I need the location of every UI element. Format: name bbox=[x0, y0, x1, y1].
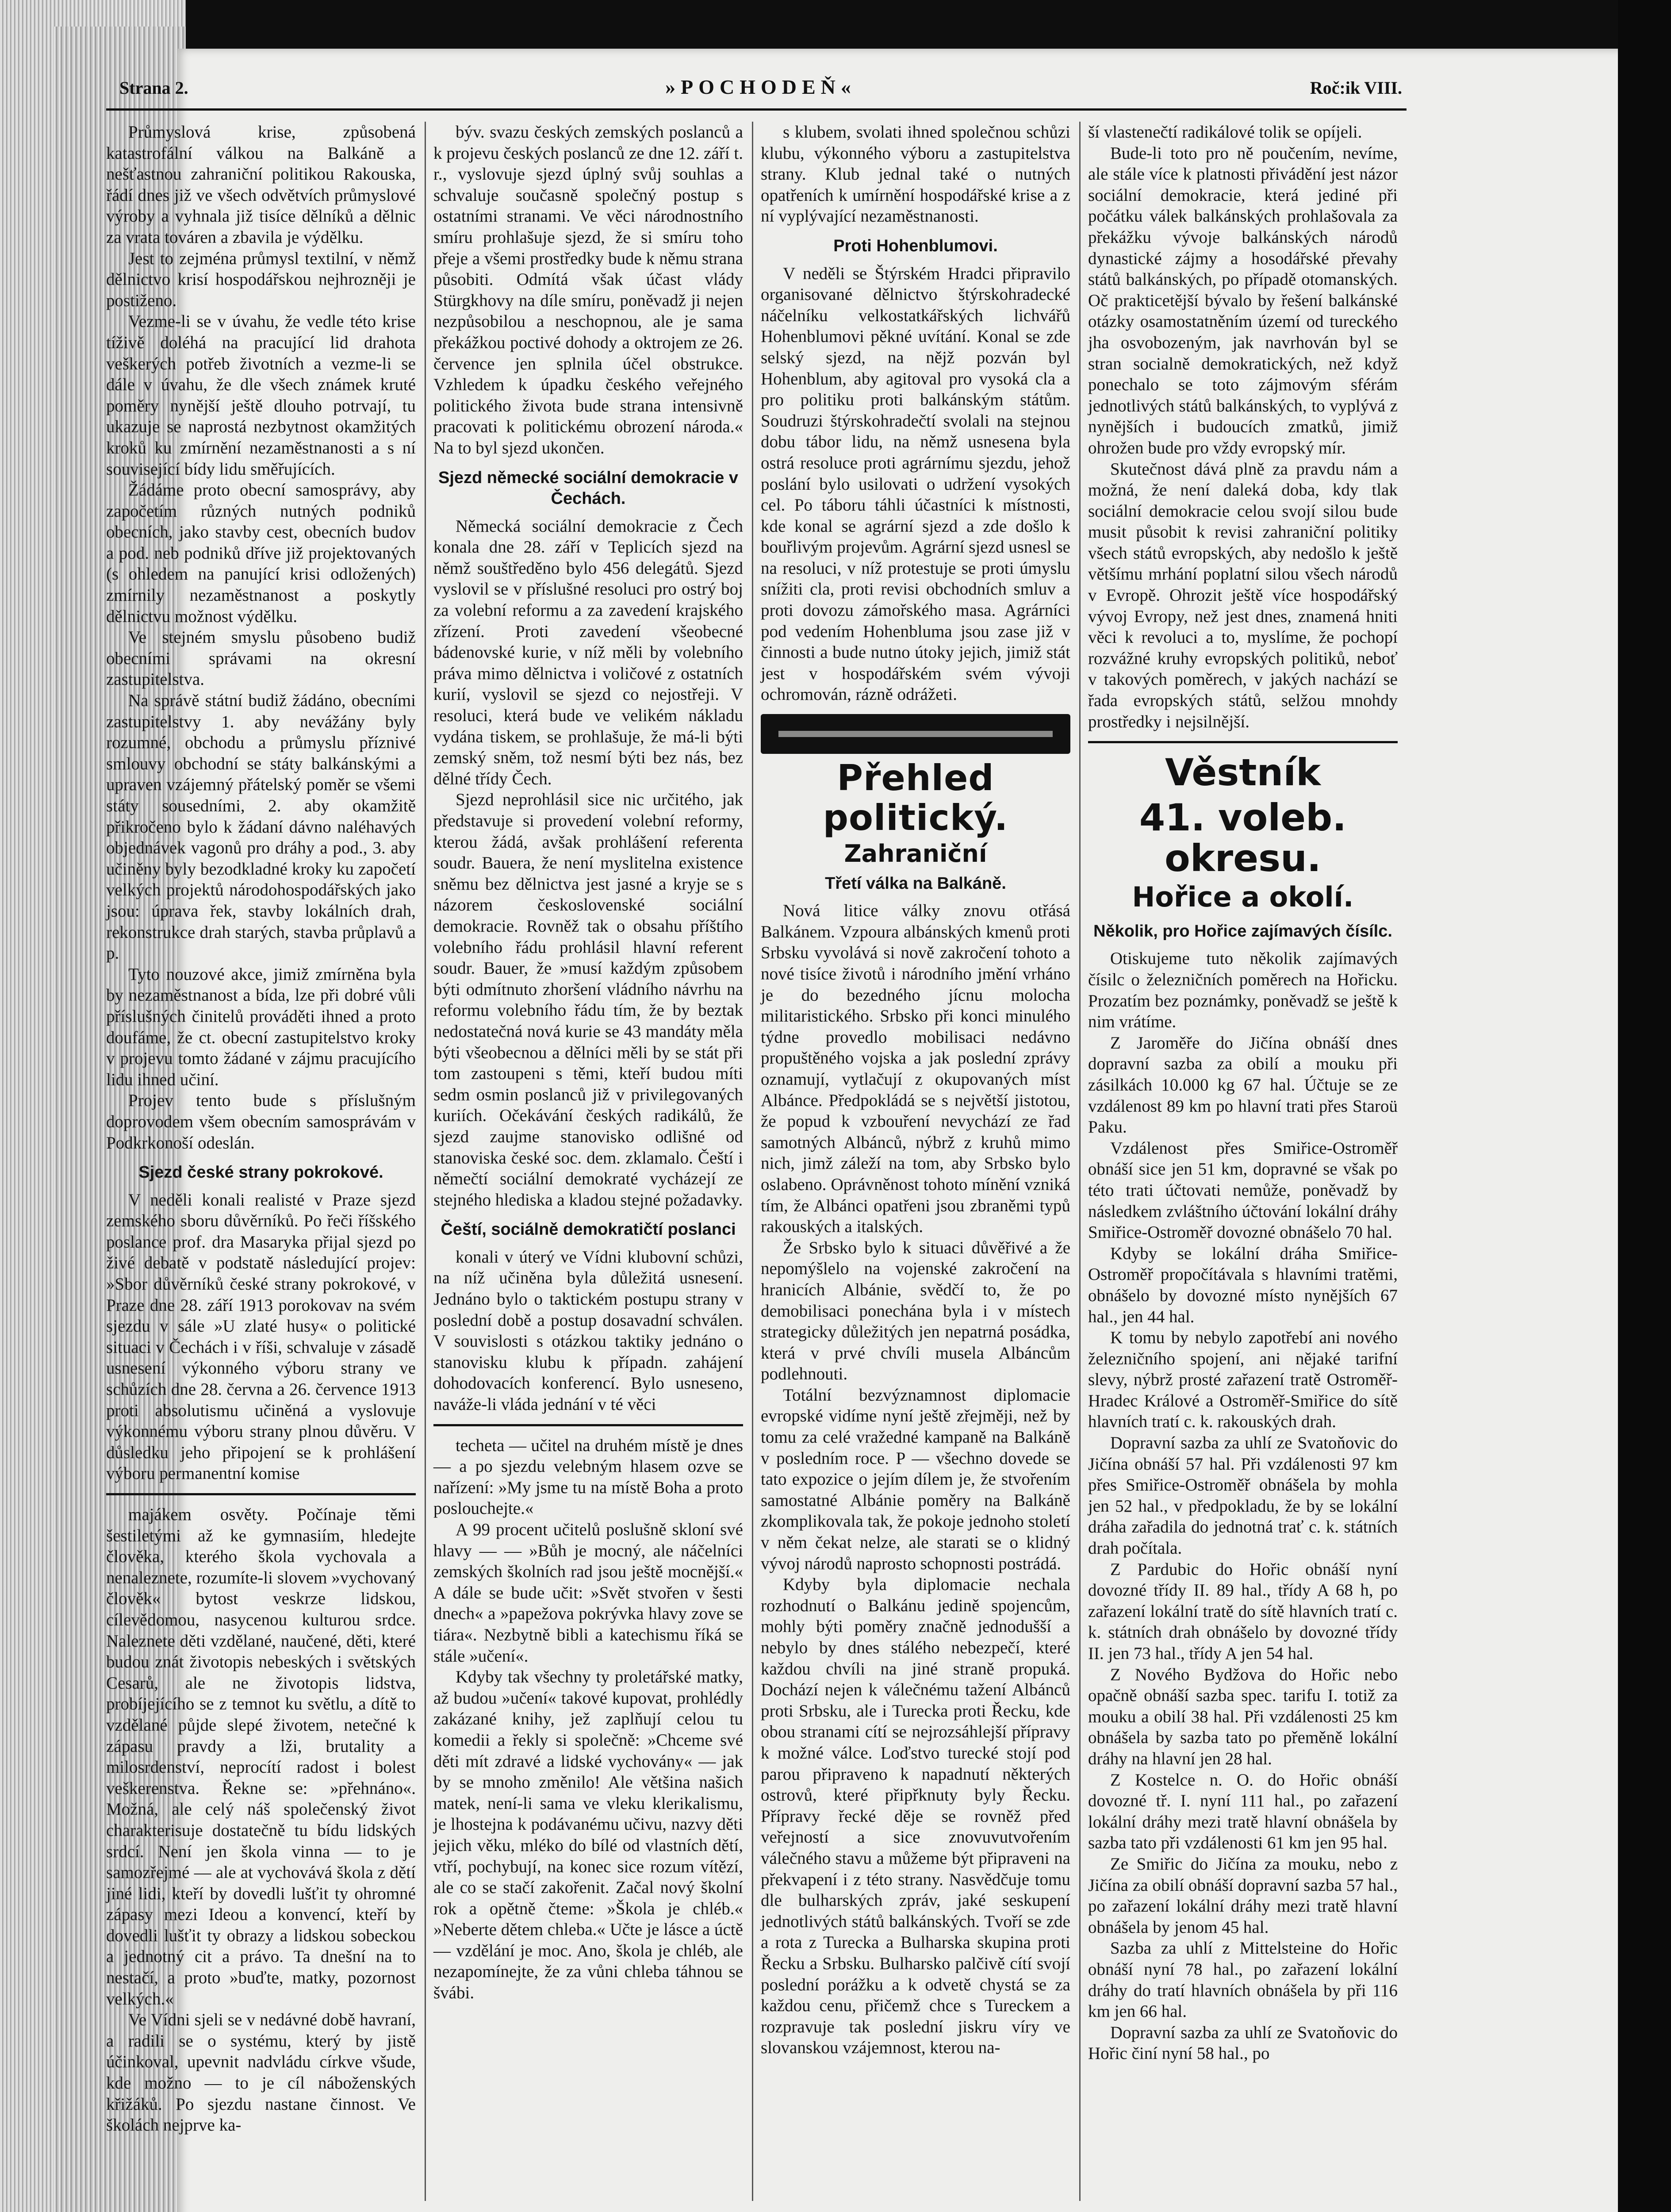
page-header bbox=[119, 69, 1402, 108]
article-paragraph: Že Srbsko bylo k situaci důvěřivé a že nepomýšlelo na vojenské zakročení na hranicích Albánie, svědčí to, že po demobilisaci ponechána byla i v místech strategicky důležitých jen nepatrná posádka, která v prvé chvíli musela Albáncům podlehnouti. bbox=[761, 1238, 1070, 1384]
column-3 bbox=[761, 122, 1070, 2058]
article-paragraph: Projev tento bude s příslušným doprovodem všem obecním samosprávám v Podkrkonoší odeslán. bbox=[106, 1091, 416, 1152]
article-paragraph: Z Kostelce n. O. do Hořic obnáší dovozné tř. I. nyní 111 hal., po zařazení lokální dráhy mezi tratě hlavní obnášela by sazba tato při vzdálenosti 61 km jen 95 hal. bbox=[1088, 1770, 1398, 1853]
article-heading: Několik, pro Hořice zajímavých čísílc. bbox=[1093, 922, 1392, 941]
column-1 bbox=[106, 122, 416, 2136]
section-rule bbox=[106, 1493, 416, 1495]
article-heading: Sjezd české strany pokrokové. bbox=[138, 1163, 383, 1182]
article-paragraph: Z Pardubic do Hořic obnáší nyní dovozné třídy II. 89 hal., třídy A 68 h, po zařazení lokální tratě do sítě hlavních tratí c. k. státních drah obnášelo by dovozné třídy II. jen 73 hal., třídy A jen 54 hal. bbox=[1088, 1559, 1398, 1663]
article-paragraph: Totální bezvýznamnost diplomacie evropské vidíme nyní ještě zřejměji, než by tomu za celé vražedné kampaně na Balkáně v posledním roce. P — všechno dovede se tato expozice o jejím dílem je, že stvořením samostatné Albánie poměry na Balkáně zkomplikovala tak, že pokoje jednoho století v něm čekat nelze, ale starati se o klidný vývoj národů naprosto schopnosti postrádá. bbox=[761, 1385, 1070, 1573]
article-paragraph: Dopravní sazba za uhlí ze Svatoňovic do Hořic činí nyní 58 hal., po bbox=[1088, 2023, 1398, 2063]
article-paragraph: ší vlastenečtí radikálové tolik se opíjeli. bbox=[1088, 123, 1362, 142]
article-paragraph: Na správě státní budiž žádáno, obecními zastupitelstvy 1. aby nevážány byly rozumné, obchodu a průmyslu příznivé smlouvy obchodní se státy balkánskými a upraven vzájemný přátelský poměr se všemi státy sousedními, 2. aby okamžitě přikročeno bylo k žádaní dávno naléhavých objednávek vagonů pro dráhy a pod., 3. aby učiněny byly bezodkladné kroky ku započetí velkých projektů národohospodářských jako jsou: úprava řek, stavby lokálních drah, rekonstrukce drah starých, stavba průplavů a p. bbox=[106, 691, 416, 963]
article-paragraph: Tyto nouzové akce, jimiž zmírněna byla by nezaměstnanost a bída, lze při dobré vůli příslušných činitelů prováděti ihned a proto doufáme, že ct. obecní zastupitelstvo kroky v projevu tomto žádané v zájmu pracujícího lidu ihned učiní. bbox=[106, 964, 416, 1089]
article-paragraph: Otiskujeme tuto několik zajímavých čísilc o železničních poměrech na Hořicku. Prozatím bez poznámky, poněvadž se ještě k nim vrátíme. bbox=[1088, 949, 1398, 1032]
article-paragraph: Ve Vídni sjeli se v nedávné době havraní, a radili se o systému, který by jistě účinkoval, upevnit nadvládu církve všude, kde možno — to je cíl náboženských křižáků. Po sjezdu nastane činnost. Ve školách nejprve ka- bbox=[106, 2010, 416, 2135]
article-paragraph: Žádáme proto obecní samosprávy, aby započetím různých nutných podniků obecních, jako stavby cest, obecních budov a pod. neb podniků dříve již projektovaných (s ohledem na panující krisi odložených) zmírnily nezaměstnanost a poskytly dělnictvu možnost výdělku. bbox=[106, 480, 416, 626]
article-heading: Sjezd německé sociální demokracie v Čechách. bbox=[438, 468, 738, 508]
article-paragraph: Kdyby byla diplomacie nechala rozhodnutí o Balkánu jedině spojencům, mohly býti poměry značně jednodušší a nebylo by dnes stálého nebezpečí, které každou chvíli na jiné straně propuká. Dochází nejen k válečnému tažení Albánců proti Srbsku, ale i Turecka proti Řecku, kde obou stranami cítí se nejrozsáhlejší přípravy k možné válce. Loďstvo turecké stojí pod parou připraveno k napadnutí některých ostrovů, které připřknuty byly Řecku. Přípravy řecké děje se rovněž před veřejností a sice znovuvutvořením válečného stavu a můžeme být připraveni na překvapení i z této strany. Nasvědčuje tomu dle bulharských zpráv, jaké seskupení jednotlivých států balkánských. Tvoří se zde a rota z Turecka a Bulharska skupina proti Řecku a Srbsku. Bulharsko palčivě cítí svojí poslední porážku a k odvetě chystá se za každou cenu, přičemž chce s Tureckem a rozpravuje tak poslední jiskru víry ve slovanskou vzájemnost, kterou na- bbox=[761, 1575, 1070, 2058]
volume-label: Roč:ik VIII. bbox=[1310, 78, 1402, 98]
article-paragraph: Průmyslová krise, způsobená katastrofální válkou na Balkáně a nešťastnou zahraniční politikou Rakouska, řádí dnes již ve všech odvětvích průmyslové výroby a vyhnala již tisíce dělníků a dělnic za vrata továren a zbavila je výdělku. bbox=[106, 123, 416, 247]
masthead-title: »POCHODEŇ« bbox=[665, 76, 856, 98]
article-paragraph: Německá sociální demokracie z Čech konala dne 28. září v Teplicích sjezd na němž souštředěno bylo 456 delegátů. Sjezd vyslovil se v příslušné resoluci pro ostrý boj za volební reformu a za zavedení krajského zřízení. Proti zavedení všeobecné bádenovské kurie, v níž měli by volebního práva mimo dělnictva i voličové z ostatních kurií, vyslovil se sjezd co nejostřeji. V resoluci, která bude ve velikém nákladu vydána tiskem, se prohlašuje, že má-li býti zemský sněm, tož nesmí býti bez nás, bez dělné třídy Čech. bbox=[433, 516, 743, 788]
article-paragraph: Kdyby se lokální dráha Smiřice-Ostroměř propočítávala s hlavními tratěmi, obnášelo by dovozné místo nynějších 67 hal., jen 44 hal. bbox=[1088, 1244, 1398, 1326]
article-paragraph: konali v úterý ve Vídni klubovní schůzi, na níž učiněna byla důležitá usnesení. Jednáno bylo o taktickém postupu strany v poslední době a postup dosavadní schválen. V souvislosti s otázkou taktiky jednáno o stanovisku klubu k případn. zahájení dohodovacích konferencí. Bylo usneseno, naváže-li vláda jednání v té věci bbox=[433, 1247, 743, 1414]
article-paragraph: Bude-li toto pro ně poučením, nevíme, ale stále více k platnosti přivádění jest názor sociální demokracie, která jediné při počátku válek balkánských prohlašovala za překážku vývoje balkánských národů dynastické zájmy a hosodářské převahy států balkánských, po případě otomanských. Oč prakticetější bývalo by řešení balkánské otázky osamostatněním území od tureckého jha osvobozeným, jak navrhován byl se stran socialně demokratických, než když ponechalo se toto zájmovým sférám jednotlivých států balkánských, to vyplývá z nynějších i budoucích zmatků, jimiž ohrožen bude pro vždy evropský mír. bbox=[1088, 143, 1398, 457]
article-paragraph: Dopravní sazba za uhlí ze Svatoňovic do Jičína obnáší 57 hal. Při vzdálenosti 97 km přes Smiřice-Ostroměř obnášela by mohla jen 52 hal., v předpokladu, že by se lokální dráha zařadila do jednotná trať c. k. státních drah počítala. bbox=[1088, 1433, 1398, 1558]
article-paragraph: s klubem, svolati ihned společnou schůzi klubu, výkonného výboru a zastupitelstva strany. Klub jednal také o nutných opatřeních k umírnění hospodářské krise a z ní vyplývající nezaměstnanosti. bbox=[761, 123, 1070, 226]
article-paragraph: majákem osvěty. Počínaje těmi šestiletými až ke gymnasiím, hledejte člověka, kterého škola vychovala a nenaleznete, rozumíte-li slovem »vychovaný člověk« bytost veskrze lidskou, cílevědomou, nasycenou kulturou srdce. Naleznete děti vzdělané, naučené, děti, které budou znát životopis nebeských i světských Cesarů, ale ne životopis lidstva, probíjejícího se z temnot ku světlu, a dítě to vzdělané půjde slepé životem, netečné k zápasu pravdy a lži, brutality a milosrdenství, neprocítí radost i bolest veškerenstva. Řekne se: »přehnáno«. Možná, ale celý náš společenský život charakterisuje dostatečně tu bídu lidských srdcí. Není jen škola vinna — to je samozřejmé — ale at vychovává škola z dětí jiné lidi, kteří by dovedli lušťit ty ohromné zápasy mezi Ideou a konvencí, kteří by dovedli lušťit ty obrazy a lidskou sobeckou a jednotný cit a právo. Ta dnešní na to nestačí, a proto »buďte, matky, pozornost velkých.« bbox=[106, 1505, 416, 2008]
article-heading: Čeští, sociálně demokratičtí poslanci bbox=[441, 1220, 736, 1239]
column-divider bbox=[1079, 122, 1081, 2201]
article-paragraph: A 99 procent učitelů poslušně skloní své hlavy — — »Bůh je mocný, ale náčelníci zemských školních rad jsou ještě mocnější.« A dále se bude učit: »Svět stvořen v šesti dnech« a »papežova pokrývka hlavy zove se tiára«. Nezbytně bibli a katechismu říká se stále »učení«. bbox=[433, 1520, 743, 1666]
column-divider bbox=[752, 122, 753, 2201]
section-subtitle: Hořice a okolí. bbox=[1132, 881, 1354, 914]
section-title: Věstník bbox=[1165, 751, 1321, 795]
column-2 bbox=[433, 122, 743, 2004]
article-paragraph: V neděli konali realisté v Praze sjezd zemského sboru důvěrníků. Po řeči říšského poslance prof. dra Masaryka přijal sjezd po živé debatě v podstatě následující projev: »Sbor důvěrníků české strany pokrokové, v Praze dne 28. září 1913 porokovav na svém sjezdu v sále »U zlaté husy« o politické situaci v Čechách i v říši, schvaluje v zásadě usnesení výkonného výboru strany ve schůzích dne 28. června a 26. července 1913 proti absolutismu učiněná a vyslovuje výkonnému výboru strany plnou důvěru. V důsledku jeho připojení se k prohlášení výboru permanentní komise bbox=[106, 1190, 416, 1483]
section-subtitle: Zahraniční bbox=[844, 840, 987, 868]
article-paragraph: Vezme-li se v úvahu, že vedle této krise tíživě doléhá na pracující lid drahota veškerých potřeb životních a vezme-li se dále v úvahu, že dle všech známek kruté poměry nynější ještě dlouho potrvají, tu ukazuje se naprostá nezbytnost okamžitých kroků ku zmírnění nezaměstnanosti a s ní související bídy lidu směřujících. bbox=[106, 312, 416, 479]
section-rule bbox=[433, 1424, 743, 1426]
article-paragraph: Ve stejném smyslu působeno budiž obecními správami na okresní zastupitelstva. bbox=[106, 628, 416, 689]
article-paragraph: Sjezd neprohlásil sice nic určitého, jak představuje si provedení volební reformy, kterou žádá, avšak prohlášení referenta soudr. Bauera, že není myslitelna existence sněmu bez dělnictva jest jasné a kryje se s názorem československé sociální demokracie. Rovněž tak o obsahu příštího volebního řádu prohlásil hlavní referent soudr. Bauer, že »musí každým způsobem býti odmítnuto zhoršení vládního návrhu na reformu volebního řádu tím, že by beztak nedostatečná nová kurie se 43 mandáty měla býti všeobecnou a dělníci měli by se stát při tom zastoupeni s těmi, kteří budou míti sedm osmin poslanců již v privilegovaných kuriích. Očekávání českých radikálů, že sjezd zaujme stanovisko odlišné od stanoviska české soc. dem. zklamalo. Čeští i němečtí sociální demokraté vycházejí ze stejného hlediska a kladou stejné požadavky. bbox=[433, 790, 743, 1210]
article-paragraph: Z Jaroměře do Jičína obnáší dnes dopravní sazba za obilí a mouku při zásilkách 10.000 kg 67 hal. Účtuje se ze vzdálenost 89 km po hlavní trati přes Staroü Paku. bbox=[1088, 1033, 1398, 1137]
header-rule bbox=[106, 108, 1407, 111]
article-paragraph: Skutečnost dává plně za pravdu nám a možná, že není daleká doba, kdy tlak sociální demokracie celou svojí silou bude musit působit k revisi zahraniční politiky všech států evropských, aby nedošlo k ještě většímu mrhání poplatní silou všech národů v Evropě. Ohrozit ještě více hospodářský vývoj Evropy, než jest dnes, znamená hniti věci k revoluci a to, myslíme, že pochopí rozvážné kruhy evropských politiků, neboť v takových poměrech, v jakých nachází se řada evropských států, selžou mnohdy prostředky i nejsilnější. bbox=[1088, 459, 1398, 731]
section-title: Přehled politický. bbox=[823, 757, 1008, 839]
article-paragraph: Ze Smiřic do Jičína za mouku, nebo z Jičína za obilí obnáší dopravní sazba 57 hal., po zařazení lokální dráhy mezi tratě hlavní obnášela by jenom 45 hal. bbox=[1088, 1854, 1398, 1937]
section-rule bbox=[1088, 741, 1398, 743]
article-paragraph: býv. svazu českých zemských poslanců a k projevu českých poslanců ze dne 12. září t. r., vyslovuje sjezd úplný svůj souhlas a schvaluje současně společný postup s ostatními stranami. Ve věci národnostního smíru prohlašuje sjezd, že si smíru toho přeje a všemi prostředky bude k němu strana působiti. Odmítá však účast vlády Stürgkhovy na díle smíru, poněvadž ji nejen nezpůsobilou a neschopnou, ale je sama překážkou poctivé dohody a oktrojem ze 26. července jen splnila účel obstrukce. Vzhledem k úpadku českého veřejného politického života bude strana intensivně pracovati k politickému obrození národa.« Na to byl sjezd ukončen. bbox=[433, 123, 743, 457]
column-4 bbox=[1088, 122, 1398, 2064]
article-paragraph: K tomu by nebylo zapotřebí ani nového železničního spojení, ani nějaké tarifní slevy, nýbrž prosté zařazení tratě Ostroměř-Hradec Králové a Ostroměř-Smiřice do sítě hlavních tratí c. k. rakouských drah. bbox=[1088, 1328, 1398, 1432]
article-paragraph: Jest to zejména průmysl textilní, v němž dělnictvo krisí hospodářskou nejhrozněji je postiženo. bbox=[106, 249, 416, 310]
article-heading: Proti Hohenblumovi. bbox=[833, 236, 998, 255]
article-paragraph: V neděli se Štýrském Hradci připravilo organisované dělnictvo štýrskohradecké náčelníku velkostatkářských lichvářů Hohenblumovi pěkné uvítání. Konal se zde selský sjezd, na nějž pozván byl Hohenblum, aby agitoval pro vysoká cla a pro politiku proti balkánským státům. Soudruzi štýrskohradečtí svolali na stejnou dobu tábor lidu, na němž usnesena byla ostrá resoluce proti agrárnímu sjezdu, jehož poslání bylo usilovati o udržení vysokých cel. Po táboru táhli účastníci k místnosti, kde konal se agrární sjezd a zde došlo k bouřlivým projevům. Agrární sjezd usnesl se na resoluci, v níž protestuje se proti úmyslu snížiti cla, proti revisi obchodních smluv a proti dovozu zámořského masa. Agrárníci pod vedením Hohenbluma jsou zase již v činnosti a bude nutno útoky jejich, jimiž stát jest v hospodářském svém vývoji ochromován, rázně odrážeti. bbox=[761, 264, 1070, 704]
section-title: 41. voleb. okresu. bbox=[1139, 796, 1347, 880]
column-divider bbox=[425, 122, 426, 2201]
article-paragraph: Kdyby tak všechny ty proletářské matky, až budou »učení« takové kupovat, prohlédly zakázané knihy, jež zaplňují celou tu komedii a řekly si společně: »Chceme své děti mít zdravé a lidské vychovány« — jak by se mnoho změnilo! Ale většina našich matek, není-li sama ve vleku klerikalismu, je lhostejna k podávanému učivu, nazvy děti jejich věku, mléko do bílé od vlastních dětí, vtří, pochybují, na konec sice rozum vítězí, ale co se stačí zakořenit. Začal nový školní rok a opětně čteme: »Škola je chléb.« »Neberte dětem chleba.« Učte je lásce a úctě — vzdělání je moc. Ano, škola je chléb, ale nezapomínejte, že za vůni chleba táhnou se švábi. bbox=[433, 1667, 743, 2003]
article-paragraph: Sazba za uhlí z Mittelsteine do Hořic obnáší nyní 78 hal., po zařazení lokální dráhy do tratí hlavních obnášela by při 116 km jen 66 hal. bbox=[1088, 1939, 1398, 2021]
article-paragraph: Z Nového Bydžova do Hořic nebo opačně obnáší sazba spec. tarifu I. totiž za mouku a obilí 38 hal. Při vzdálenosti 25 km obnášela by sazba tato po přeměně lokální dráhy na hlavní jen 28 hal. bbox=[1088, 1665, 1398, 1768]
page-number: Strana 2. bbox=[119, 78, 188, 98]
article-paragraph: Vzdálenost přes Smiřice-Ostroměř obnáší sice jen 51 km, dopravné se však po této trati účtovati nemůže, poněvadž by následkem zvláštního účtování lokální dráhy Smiřice-Ostroměř dovozné obnášelo 70 hal. bbox=[1088, 1138, 1398, 1242]
article-paragraph: techeta — učitel na druhém místě je dnes — a po sjezdu velebným hlasem ozve se nařízení: »My jsme tu na místě Boha a proto poslouchejte.« bbox=[433, 1436, 743, 1518]
article-paragraph: Nová litice války znovu otřásá Balkánem. Vzpoura albánských kmenů proti Srbsku vyvolává si nově zakročení tohoto a nové tisíce životů i národního jmění vrháno je do bezedného jícnu molocha militaristického. Srbsko při konci minulého týdne provedlo mobilisaci nedávno propuštěného vojska a jak poslední zprávy oznamují, vytlačují z okupovaných míst Albánce. Předpokládá se s největší jistotou, že popud k vzbouření nevychází ze řad samotných Albánců, nýbrž z kruhů mimo nich, jimž záleží na tom, aby Srbsko bylo oslabeno. Oprávněnost tohoto mínění vzniká tím, že Albánci opatřeni jsou zbraněmi typů rakouských a italských. bbox=[761, 901, 1070, 1237]
ornamental-banner bbox=[761, 714, 1070, 754]
scan-dark-margin bbox=[1618, 0, 1671, 2212]
article-heading: Třetí válka na Balkáně. bbox=[825, 874, 1006, 893]
